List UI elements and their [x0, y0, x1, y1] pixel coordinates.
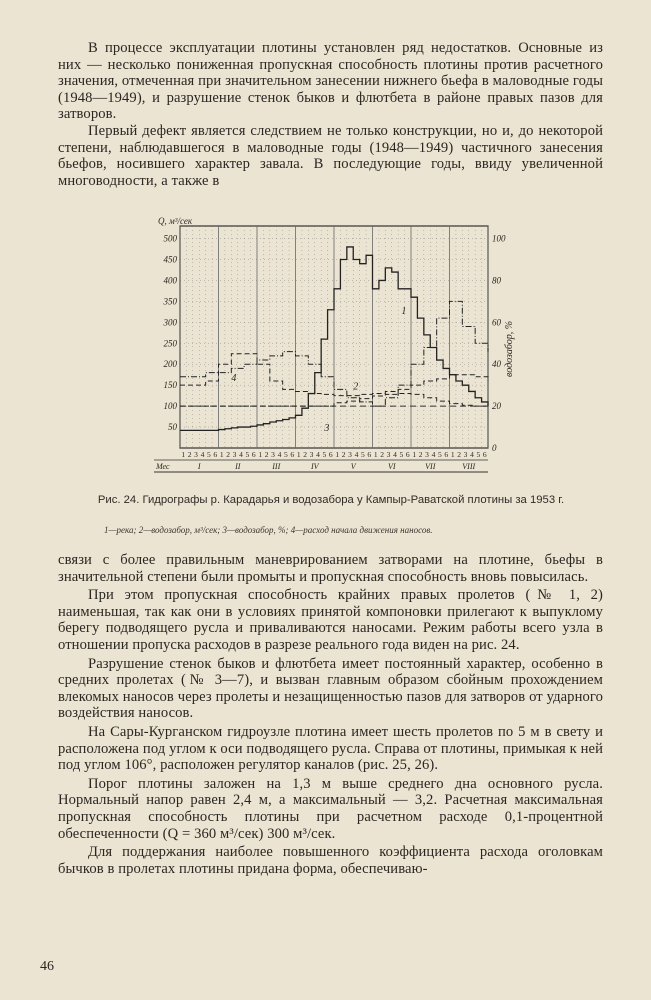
decade-tick-label: 2 [226, 450, 230, 459]
decade-tick-label: 4 [200, 450, 205, 459]
decade-tick-label: 6 [290, 450, 295, 459]
y-tick-label: 200 [163, 359, 177, 370]
decade-tick-label: 6 [482, 450, 487, 459]
x-axis-label: Мес [156, 462, 170, 471]
decade-tick-label: 5 [438, 450, 442, 459]
decade-tick-label: 6 [328, 450, 333, 459]
figure-legend: 1—река; 2—водозабор, м³/сек; 3—водозабор, %; 4—расход начала движения наносов. [104, 525, 433, 535]
decade-tick-label: 5 [207, 450, 211, 459]
decade-tick-label: 6 [251, 450, 256, 459]
decade-tick-label: 4 [393, 450, 397, 459]
month-tick-label: IV [310, 462, 319, 471]
decade-tick-label: 1 [412, 450, 417, 459]
paragraph: При этом пропускная способность крайних правых пролетов (№ 1, 2) наименьшая, так как они в условиях принятой компоновки прилегают к выпуклому берегу подводящего русла и приваливаются наносами. Режим работы всего узла в отношении пропуска расходов в разрезе реального года виден на рис. 24. [58, 587, 603, 653]
decade-tick-label: 4 [277, 450, 282, 459]
series-label-1: 1 [401, 305, 407, 317]
y2-axis-label: водозабор, % [504, 320, 515, 377]
decade-tick-label: 3 [386, 450, 391, 459]
y-tick-label: 400 [163, 275, 177, 286]
decade-tick-label: 3 [309, 450, 314, 459]
month-tick-label: I [197, 462, 201, 471]
decade-tick-label: 3 [348, 450, 352, 459]
y2-tick-label: 0 [492, 443, 497, 453]
paragraph: Для поддержания наиболее повышенного коэффициента расхода оголовкам бычков в пролетах плотины придана форма, обеспечиваю- [58, 844, 603, 877]
decade-tick-label: 2 [380, 450, 384, 459]
page-number: 46 [40, 959, 54, 974]
y-tick-label: 300 [163, 317, 177, 328]
month-tick-label: VII [425, 462, 436, 471]
y2-tick-label: 80 [492, 275, 501, 286]
decade-tick-label: 5 [284, 450, 288, 459]
paragraph: Порог плотины заложен на 1,3 м выше среднего дна основного русла. Нормальный напор равен 2,4 м, а максимальный — 3,2. Расчетная максимальная пропускная способность плотины при расчетном расходе 0,1-процентной обеспеченности (Q = 360 м³/сек) 300 м³/сек. [58, 775, 603, 842]
decade-tick-label: 2 [341, 450, 346, 459]
decade-tick-label: 1 [450, 450, 455, 459]
decade-tick-label: 6 [213, 450, 218, 459]
decade-tick-label: 1 [181, 450, 186, 459]
y2-tick-label: 60 [492, 317, 501, 328]
decade-tick-label: 5 [476, 450, 481, 459]
hydrograph-chart [150, 212, 522, 484]
series-label-2: 2 [353, 381, 359, 393]
paragraph: На Сары-Курганском гидроузле плотина имеет шесть пролетов по 5 м в свету и расположена под углом к оси подводящего русла. Справа от плотины, примыкая к ней под углом 106°, расположен регулятор каналов (рис. 25, 26). [58, 723, 603, 774]
figure-caption: Рис. 24. Гидрографы р. Карадарья и водозабора у Кампыр-Раватской плотины за 1953 г. [97, 494, 565, 506]
decade-tick-label: 1 [258, 450, 263, 459]
y-tick-label: 350 [163, 296, 177, 307]
y-tick-label: 100 [163, 401, 177, 412]
decade-tick-label: 6 [367, 450, 372, 459]
decade-tick-label: 1 [296, 450, 301, 459]
decade-tick-label: 3 [194, 450, 198, 459]
figure-hydrograph [150, 212, 522, 484]
decade-tick-label: 1 [335, 450, 340, 459]
decade-tick-label: 4 [470, 450, 474, 459]
y-tick-label: 250 [163, 338, 177, 349]
month-tick-label: II [235, 462, 241, 471]
text-block-bottom [58, 552, 603, 877]
decade-tick-label: 5 [245, 450, 250, 459]
y-tick-label: 500 [163, 233, 177, 244]
decade-tick-label: 2 [303, 450, 307, 459]
decade-tick-label: 5 [322, 450, 327, 459]
decade-tick-label: 4 [354, 450, 359, 459]
decade-tick-label: 6 [444, 450, 449, 459]
decade-tick-label: 6 [405, 450, 410, 459]
month-tick-label: III [272, 462, 281, 471]
decade-tick-label: 1 [219, 450, 224, 459]
month-tick-label: VIII [462, 462, 476, 471]
y2-tick-label: 40 [492, 359, 501, 370]
decade-tick-label: 3 [271, 450, 275, 459]
decade-tick-label: 2 [187, 450, 192, 459]
month-tick-label: V [350, 462, 356, 471]
y2-tick-label: 20 [492, 401, 501, 412]
y-tick-label: 50 [168, 422, 177, 433]
series-label-4: 4 [231, 372, 237, 384]
decade-tick-label: 4 [239, 450, 243, 459]
y-axis-label: Q, м³/сек [158, 216, 193, 226]
paragraph: связи с более правильным маневрированием затворами на плотине, бьефы в значительной степени были промыты и пропускная способность вновь повысилась. [58, 552, 603, 585]
y2-tick-label: 100 [492, 233, 506, 244]
decade-tick-label: 4 [431, 450, 436, 459]
decade-tick-label: 5 [399, 450, 404, 459]
paragraph: В процессе эксплуатации плотины установлен ряд недостатков. Основные из них — несколько пониженная пропускная способность плотины против расчетного значения, отмеченная при значительном занесении нижнего бьефа в маловодные годы (1948—1949), и разрушение стенок быков и флютбета в районе правых пазов для затворов. [58, 40, 604, 123]
decade-tick-label: 2 [418, 450, 423, 459]
decade-tick-label: 3 [232, 450, 237, 459]
paragraph: Первый дефект является следствием не только конструкции, но и, до некоторой степени, наблюдавшегося в маловодные годы (1948—1949) частичного занесения бьефов, носившего характер завала. В последующие годы, ввиду увеличенной многоводности, а также в [58, 122, 603, 189]
decade-tick-label: 5 [361, 450, 365, 459]
series-label-3: 3 [324, 423, 330, 435]
decade-tick-label: 2 [457, 450, 461, 459]
decade-tick-label: 3 [463, 450, 468, 459]
decade-tick-label: 3 [425, 450, 429, 459]
decade-tick-label: 1 [373, 450, 378, 459]
y-tick-label: 450 [163, 254, 177, 265]
y-tick-label: 150 [163, 380, 177, 391]
decade-tick-label: 4 [316, 450, 320, 459]
month-tick-label: VI [387, 462, 396, 471]
paragraph: Разрушение стенок быков и флютбета имеет постоянный характер, особенно в средних пролетах (№ 3—7), и вызван главным образом сбойным прохождением влекомых наносов через пролеты и незащищенностью пазов для затворов от ударного воздействия наносов. [58, 655, 603, 722]
text-block-top [58, 40, 603, 189]
decade-tick-label: 2 [264, 450, 269, 459]
